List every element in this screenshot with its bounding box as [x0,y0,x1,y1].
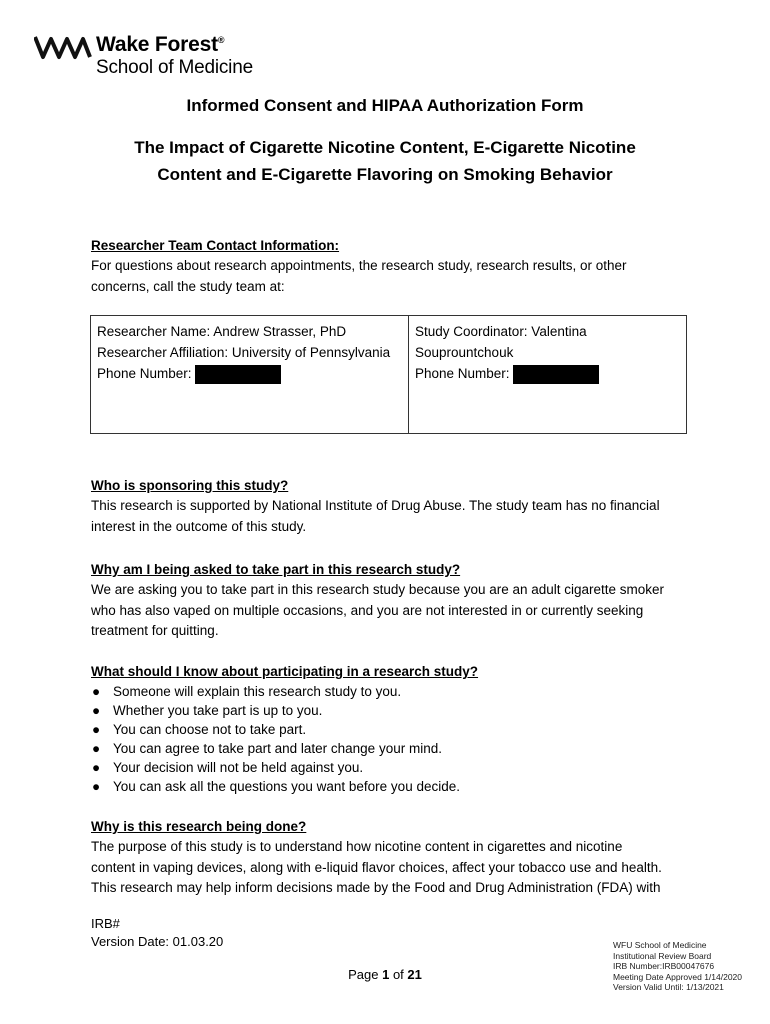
sponsor-heading: Who is sponsoring this study? [91,478,289,493]
what-know-list [91,682,691,796]
study-title-line: Content and E-Cigarette Flavoring on Smoking Behavior [157,165,613,184]
version-date: Version Date: 01.03.20 [91,934,224,949]
contact-intro-line: For questions about research appointments, the research study, research results, or other [91,258,627,273]
why-done-text: The purpose of this study is to understand how nicotine content in cigarettes and nicotine [91,839,623,854]
form-title: Informed Consent and HIPAA Authorization Form [186,96,584,115]
coordinator-cell [409,316,686,433]
list-item: ● Your decision will not be held against you. [92,760,364,775]
why-asked-section [91,560,691,642]
coordinator-name: Study Coordinator: Valentina [415,324,587,339]
list-item: ● Whether you take part is up to you. [92,703,323,718]
irb-stamp-line: Version Valid Until: 1/13/2021 [613,982,724,992]
bullet-icon: ● [92,722,101,737]
irb-stamp-line: WFU School of Medicine [613,940,707,950]
logo-name: Wake Forest® [96,33,225,56]
coordinator-name-cont: Souprountchouk [415,345,514,360]
bullet-icon: ● [92,779,101,794]
irb-approval-stamp [613,940,742,993]
coordinator-phone [415,363,680,384]
what-know-heading: What should I know about participating in a research study? [91,664,479,679]
irb-stamp-line: Meeting Date Approved 1/14/2020 [613,971,743,982]
why-asked-text: We are asking you to take part in this research study because you are an adult cigarette smoker [91,582,665,597]
contact-heading: Researcher Team Contact Information: [91,238,340,253]
phone-label: Phone Number: [415,366,510,381]
researcher-name: Researcher Name: Andrew Strasser, PhD [97,324,347,339]
irb-stamp-line: Institutional Review Board [613,950,712,961]
sponsor-section [91,476,691,537]
list-item: ● You can ask all the questions you want before you decide. [92,779,460,794]
list-item: ● Someone will explain this research study to you. [92,684,402,699]
why-done-section [91,817,691,899]
researcher-cell [91,316,409,433]
study-title [0,134,770,188]
contact-section [91,236,691,297]
why-done-text: content in vaping devices, along with e-liquid flavor choices, affect your tobacco use and health. [91,859,662,875]
contact-intro-line: concerns, call the study team at: [91,278,285,294]
why-done-heading: Why is this research being done? [91,819,307,834]
why-asked-heading: Why am I being asked to take part in this research study? [91,562,461,577]
contact-table [90,315,687,434]
bullet-icon: ● [92,703,101,718]
why-done-text: This research may help inform decisions made by the Food and Drug Administration (FDA) with [91,880,661,895]
phone-label: Phone Number: [97,366,192,381]
researcher-affiliation: Researcher Affiliation: University of Pennsylvania [97,345,391,360]
redacted-phone [195,365,281,384]
list-item: ● You can agree to take part and later change your mind. [92,741,442,756]
sponsor-text: This research is supported by National Institute of Drug Abuse. The study team has no financial [91,498,660,513]
wake-forest-wave-icon [34,35,92,61]
bullet-icon: ● [92,684,101,699]
page-number: Page 1 of 21 [348,967,422,982]
redacted-phone [513,365,599,384]
why-asked-text: treatment for quitting. [91,623,219,638]
why-asked-text: who has also vaped on multiple occasions, and you are not interested in or currently seeking [91,602,644,618]
list-item: ● You can choose not to take part. [92,722,307,737]
logo-subtitle: School of Medicine [96,57,253,78]
footer-left [91,915,223,951]
wake-forest-logo [34,33,294,83]
study-title-line: The Impact of Cigarette Nicotine Content, E-Cigarette Nicotine [134,138,636,157]
what-know-section [91,662,691,796]
sponsor-text: interest in the outcome of this study. [91,518,307,534]
bullet-icon: ● [92,741,101,756]
irb-stamp-line: IRB Number:IRB00047676 [613,961,715,971]
irb-label: IRB# [91,916,120,931]
bullet-icon: ● [92,760,101,775]
researcher-phone [97,363,402,384]
